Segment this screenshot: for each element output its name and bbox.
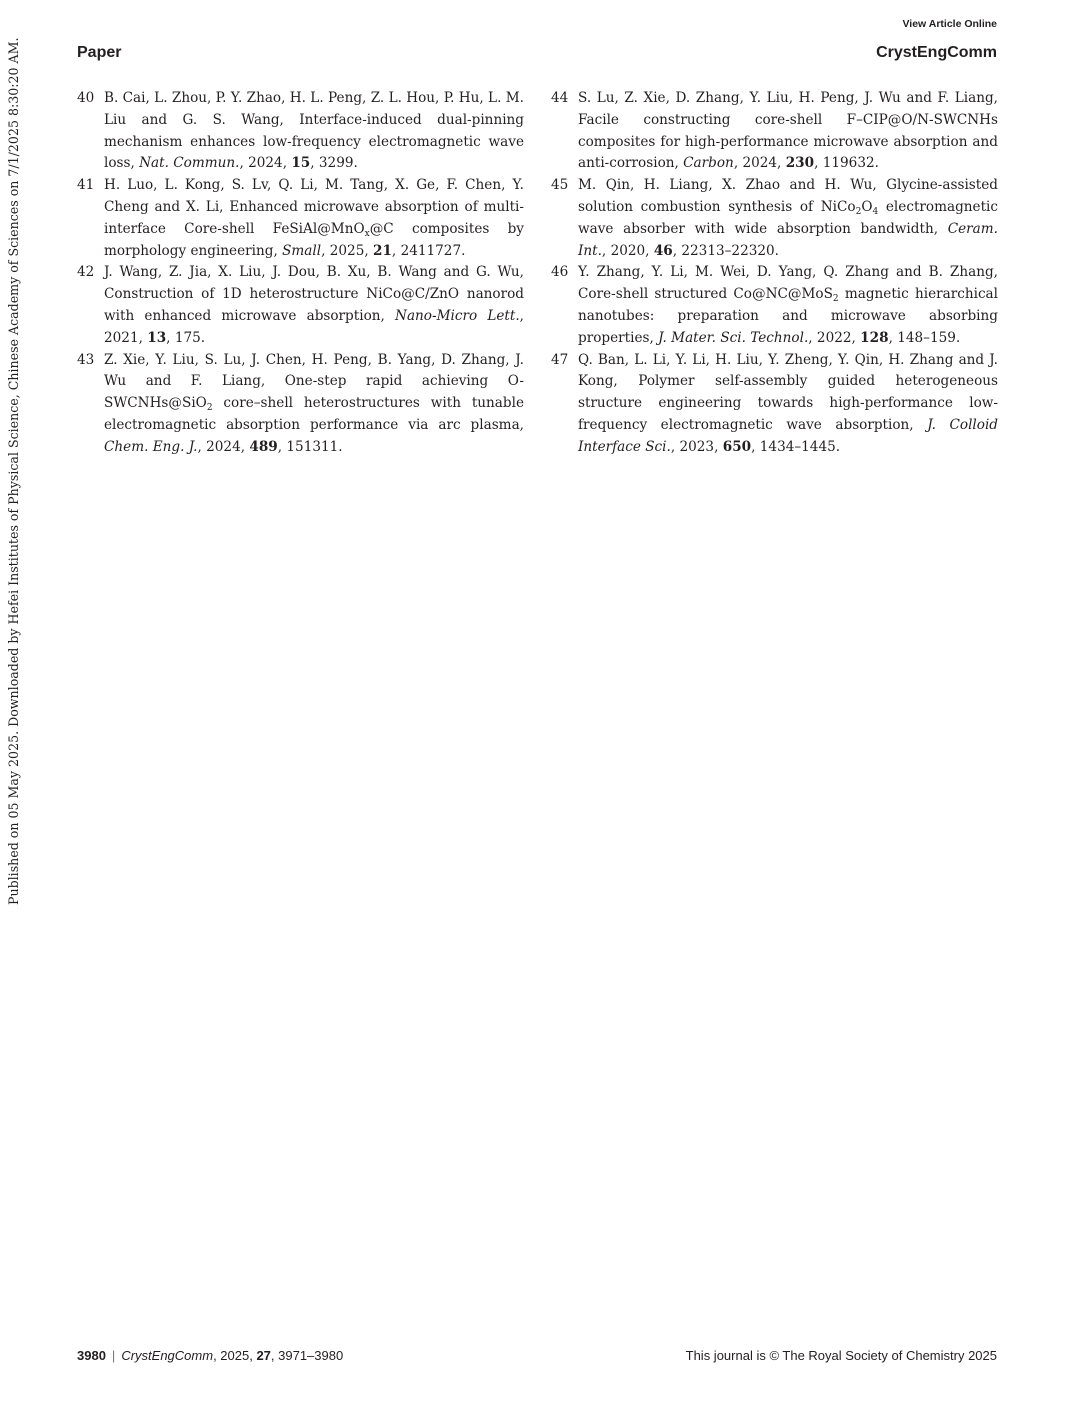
reference-number: 45 — [551, 177, 569, 194]
reference-journal: Chem. Eng. J. — [104, 438, 198, 455]
journal-name-header: CrystEngComm — [876, 44, 997, 61]
reference-journal: Small — [282, 242, 322, 259]
reference-year: , 2024, — [239, 155, 292, 172]
reference-text — [578, 350, 998, 459]
reference-43 — [77, 350, 524, 459]
reference-41 — [77, 175, 524, 262]
footer-journal: CrystEngComm — [121, 1348, 214, 1363]
footer-copyright: This journal is © The Royal Society of Chemistry 2025 — [685, 1348, 997, 1363]
reference-pages: , 2411727. — [391, 242, 466, 259]
view-article-online-link[interactable]: View Article Online — [902, 18, 997, 30]
reference-number: 40 — [77, 90, 95, 106]
reference-authors-title-cont: electromagnetic wave absorber with wide absorption bandwidth, — [578, 198, 999, 237]
reference-pages: , 151311. — [277, 438, 343, 455]
reference-journal: J. Colloid Interface Sci. — [578, 416, 998, 455]
reference-pages: , 1434–1445. — [751, 438, 841, 455]
reference-authors-title-cont: @C composites by morphology engineering, — [104, 220, 524, 259]
reference-authors-title: Z. Xie, Y. Liu, S. Lu, J. Chen, H. Peng, B. Yang, D. Zhang, J. Wu and F. Liang, One-step rapid achieving O-SWCNHs@SiO — [104, 351, 524, 412]
reference-pages: , 119632. — [814, 155, 879, 172]
reference-text — [104, 262, 524, 349]
reference-number: 41 — [77, 177, 95, 194]
reference-text — [578, 88, 998, 175]
reference-year: , 2024, — [733, 155, 786, 172]
reference-volume: 21 — [373, 242, 392, 259]
reference-list-left-column — [77, 88, 524, 459]
reference-volume: 650 — [722, 438, 752, 455]
reference-subscript: 4 — [872, 206, 879, 217]
reference-journal: Nat. Commun. — [139, 155, 240, 172]
footer-volume: 27 — [256, 1348, 271, 1363]
reference-formula-part: O — [861, 198, 873, 215]
reference-list-right-column — [551, 88, 998, 459]
reference-volume: 128 — [860, 329, 889, 346]
reference-volume: 489 — [249, 438, 278, 455]
footer-citation — [77, 1348, 343, 1363]
page-number: 3980 — [77, 1348, 106, 1363]
reference-subscript: x — [364, 228, 370, 239]
reference-authors-title: Y. Zhang, Y. Li, M. Wei, D. Yang, Q. Zhang and B. Zhang, Core-shell structured Co@NC@MoS — [578, 264, 998, 303]
reference-number: 42 — [77, 264, 95, 281]
reference-pages: , 148–159. — [888, 329, 961, 346]
reference-subscript: 2 — [855, 206, 862, 217]
reference-text — [578, 262, 998, 349]
reference-number: 44 — [551, 90, 569, 106]
section-label: Paper — [77, 44, 122, 61]
reference-journal: Carbon — [683, 155, 734, 172]
reference-volume: 230 — [785, 155, 815, 172]
reference-volume: 46 — [653, 242, 673, 259]
reference-subscript: 2 — [832, 294, 839, 305]
reference-journal: J. Mater. Sci. Technol. — [658, 329, 809, 346]
reference-journal: Nano-Micro Lett. — [395, 307, 520, 324]
reference-40 — [77, 88, 524, 175]
reference-authors-title: H. Luo, L. Kong, S. Lv, Q. Li, M. Tang, X. Ge, F. Chen, Y. Cheng and X. Li, Enhanced microwave absorption of multi-interface Core-shell FeSiAl@MnO — [104, 177, 524, 237]
reference-authors-title-cont: magnetic hierarchical nanotubes: preparation and microwave absorbing properties, — [578, 286, 999, 346]
reference-year: , 2020, — [601, 242, 654, 259]
reference-text — [578, 175, 998, 262]
reference-44 — [551, 88, 998, 175]
reference-authors-title: B. Cai, L. Zhou, P. Y. Zhao, H. L. Peng, Z. L. Hou, P. Hu, L. M. Liu and G. S. Wang, Interface-induced dual-pinning mechanism enhances low-frequency electromagnetic wave loss, — [104, 90, 524, 172]
reference-year: , 2022, — [808, 329, 861, 346]
reference-text — [104, 175, 524, 262]
reference-text — [104, 88, 524, 175]
reference-text — [104, 350, 524, 459]
reference-number: 47 — [551, 351, 569, 368]
reference-pages: , 3299. — [310, 155, 358, 172]
reference-year: , 2023, — [670, 438, 723, 455]
reference-volume: 13 — [147, 329, 167, 346]
reference-42 — [77, 262, 524, 349]
reference-number: 43 — [77, 351, 95, 368]
reference-journal: Ceram. Int. — [578, 220, 998, 259]
reference-pages: , 22313–22320. — [672, 242, 779, 259]
reference-authors-title-cont: core–shell heterostructures with tunable electromagnetic absorption performance via arc plasma, — [104, 395, 524, 433]
reference-volume: 15 — [291, 155, 311, 172]
reference-45 — [551, 175, 998, 262]
reference-authors-title: M. Qin, H. Liang, X. Zhao and H. Wu, Glycine-assisted solution combustion synthesis of NiCo — [578, 177, 998, 215]
reference-47 — [551, 350, 998, 459]
footer-separator: | — [111, 1348, 116, 1363]
publication-download-stamp: Published on 05 May 2025. Downloaded by Hefei Institutes of Physical Science, Chinese Academy of Sciences on 7/1/2025 8:30:20 AM. — [6, 37, 21, 905]
reference-pages: , 175. — [166, 329, 206, 346]
reference-number: 46 — [551, 264, 569, 281]
reference-46 — [551, 262, 998, 349]
reference-year: , 2025, — [321, 242, 373, 259]
reference-authors-title: J. Wang, Z. Jia, X. Liu, J. Dou, B. Xu, B. Wang and G. Wu, Construction of 1D heterostructure NiCo@C/ZnO nanorod with enhanced microwave absorption, — [104, 264, 524, 324]
footer-year: , 2025, — [213, 1348, 257, 1363]
reference-authors-title: Q. Ban, L. Li, Y. Li, H. Liu, Y. Zheng, Y. Qin, H. Zhang and J. Kong, Polymer self-assembly guided heterogeneous structure engineering towards high-performance low-frequency electromagnetic wave absorption, — [578, 351, 998, 433]
footer-pages: , 3971–3980 — [270, 1348, 344, 1363]
reference-year: , 2024, — [197, 438, 250, 455]
reference-subscript: 2 — [206, 403, 213, 414]
reference-year: , 2021, — [104, 307, 524, 346]
reference-authors-title: S. Lu, Z. Xie, D. Zhang, Y. Liu, H. Peng, J. Wu and F. Liang, Facile constructing core-shell F–CIP@O/N-SWCNHs composites for high-performance microwave absorption and anti-corrosion, — [578, 90, 998, 172]
